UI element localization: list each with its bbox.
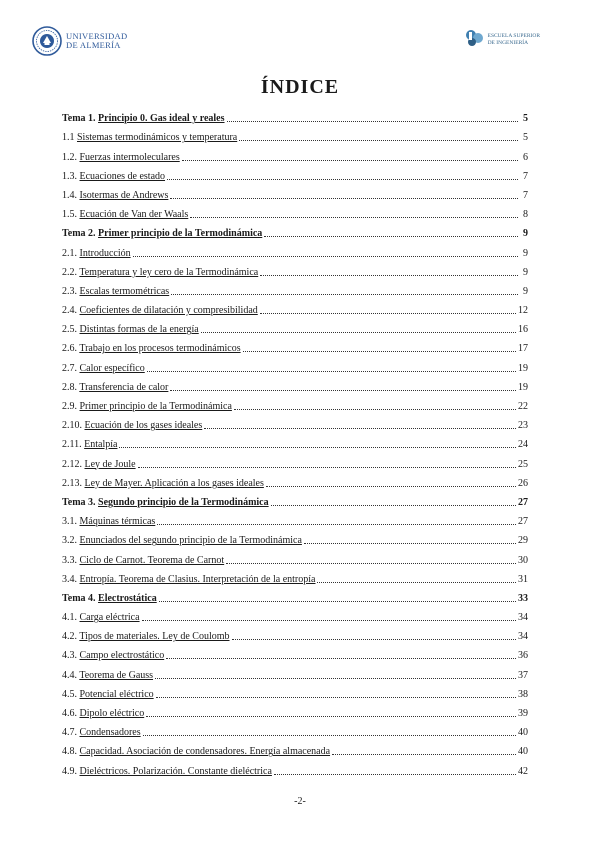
toc-page-number: 40 <box>518 727 528 739</box>
toc-section-entry[interactable] <box>62 451 528 470</box>
toc-entry-title: Trabajo en los procesos termodinámicos <box>79 343 241 355</box>
toc-section-entry[interactable] <box>62 144 528 163</box>
toc-entry-title: Coeficientes de dilatación y compresibilidad <box>79 305 258 317</box>
toc-page-number: 5 <box>523 113 528 125</box>
toc-dot-leader <box>147 371 516 372</box>
toc-entry-number: 1.4. <box>62 189 77 201</box>
toc-dot-leader <box>226 563 516 564</box>
toc-entry-label <box>62 401 232 413</box>
toc-entry-title: Transferencia de calor <box>79 381 169 393</box>
toc-section-entry[interactable] <box>62 682 528 701</box>
toc-dot-leader <box>201 332 516 333</box>
toc-entry-title: Entropía. Teorema de Clasius. Interpretación de la entropía <box>79 573 316 585</box>
university-logo <box>32 26 127 56</box>
toc-entry-number: 3.4. <box>62 573 77 585</box>
toc-entry-number: 3.3. <box>62 554 77 566</box>
toc-page-number: 29 <box>518 535 528 547</box>
toc-entry-number: 1.2. <box>62 151 77 163</box>
toc-page-number: 36 <box>518 650 528 662</box>
toc-section-entry[interactable] <box>62 260 528 279</box>
toc-entry-number: 2.12. <box>62 458 82 470</box>
toc-chapter-entry[interactable] <box>62 106 528 125</box>
toc-entry-number: 1.3. <box>62 170 77 182</box>
toc-entry-number: 2.8. <box>62 381 77 393</box>
toc-section-entry[interactable] <box>62 509 528 528</box>
toc-page-number: 9 <box>523 228 528 240</box>
toc-entry-title: Enunciados del segundo principio de la Termodinámica <box>79 535 302 547</box>
toc-entry-number: Tema 3. <box>62 496 96 508</box>
toc-page-number: 19 <box>518 362 528 374</box>
toc-entry-label <box>62 708 144 720</box>
toc-entry-label <box>62 497 269 509</box>
toc-section-entry[interactable] <box>62 164 528 183</box>
toc-entry-label <box>62 152 180 164</box>
toc-page-number: 19 <box>518 381 528 393</box>
university-name-line1: UNIVERSIDAD <box>66 31 128 41</box>
toc-page-number: 23 <box>518 420 528 432</box>
toc-entry-title: Dieléctricos. Polarización. Constante dieléctrica <box>79 765 272 777</box>
toc-dot-leader <box>119 447 516 448</box>
toc-entry-number: 2.7. <box>62 362 77 374</box>
toc-entry-title: Temperatura y ley cero de la Termodinámica <box>79 266 259 278</box>
toc-entry-number: 3.1. <box>62 516 77 528</box>
toc-dot-leader <box>264 236 518 237</box>
toc-entry-label <box>62 343 241 355</box>
toc-dot-leader <box>232 639 517 640</box>
toc-entry-title: Fuerzas intermoleculares <box>79 151 180 163</box>
toc-page-number: 5 <box>523 132 528 144</box>
toc-entry-label <box>62 459 136 471</box>
toc-dot-leader <box>260 275 518 276</box>
toc-entry-number: 2.13. <box>62 477 82 489</box>
toc-dot-leader <box>190 217 518 218</box>
toc-entry-title: Ley de Mayer. Aplicación a los gases ideales <box>84 477 264 489</box>
page-title: ÍNDICE <box>260 76 340 98</box>
toc-chapter-entry[interactable] <box>62 221 528 240</box>
toc-entry-label <box>62 363 145 375</box>
toc-page-number: 7 <box>523 189 528 201</box>
toc-entry-label <box>62 248 131 260</box>
toc-entry-label <box>62 305 258 317</box>
toc-entry-label <box>62 382 168 394</box>
toc-dot-leader <box>243 351 516 352</box>
toc-entry-label <box>62 324 199 336</box>
toc-page-number: 22 <box>518 401 528 412</box>
toc-section-entry[interactable] <box>62 701 528 720</box>
toc-section-entry[interactable] <box>62 317 528 336</box>
toc-entry-title: Ecuación de los gases ideales <box>84 420 203 432</box>
toc-entry-label <box>62 746 330 758</box>
toc-entry-number: 4.7. <box>62 727 77 739</box>
school-logo <box>464 28 540 48</box>
toc-dot-leader <box>317 582 516 583</box>
toc-section-entry[interactable] <box>62 298 528 317</box>
toc-page-number: 25 <box>518 458 528 470</box>
school-name-line2: DE INGENIERÍA <box>487 40 529 46</box>
toc-entry-title: Escalas termométricas <box>79 285 170 297</box>
toc-entry-number: 2.11. <box>62 439 82 451</box>
toc-entry-title: Ecuaciones de estado <box>79 170 166 182</box>
toc-dot-leader <box>182 160 518 161</box>
toc-entry-label <box>62 555 224 567</box>
toc-entry-title: Primer principio de la Termodinámica <box>79 401 232 412</box>
toc-section-entry[interactable] <box>62 279 528 298</box>
toc-entry-label <box>62 612 140 624</box>
toc-dot-leader <box>159 601 516 602</box>
toc-entry-number: 4.1. <box>62 612 77 624</box>
toc-dot-leader <box>171 294 518 295</box>
toc-entry-number: 2.5. <box>62 324 77 336</box>
university-name-line2: DE ALMERÍA <box>66 40 121 50</box>
toc-page-number: 27 <box>518 496 528 508</box>
toc-dot-leader <box>234 409 516 410</box>
toc-section-entry[interactable] <box>62 643 528 662</box>
toc-page-number: 12 <box>518 305 528 317</box>
toc-entry-number: Tema 2. <box>62 228 96 240</box>
toc-chapter-entry[interactable] <box>62 490 528 509</box>
toc-entry-label <box>62 650 164 662</box>
toc-dot-leader <box>332 754 516 755</box>
toc-page-number: 7 <box>523 170 528 182</box>
toc-dot-leader <box>304 543 516 544</box>
toc-entry-title: Isotermas de Andrews <box>79 189 169 201</box>
toc-dot-leader <box>260 313 516 314</box>
toc-entry-title: Teorema de Gauss <box>79 669 154 681</box>
toc-entry-title: Potencial eléctrico <box>79 688 154 700</box>
toc-section-entry[interactable] <box>62 432 528 451</box>
toc-dot-leader <box>167 179 518 180</box>
toc-section-entry[interactable] <box>62 662 528 681</box>
toc-page-number: 24 <box>518 439 528 451</box>
toc-dot-leader <box>204 428 516 429</box>
toc-entry-label <box>62 439 117 451</box>
toc-page-number: 40 <box>518 746 528 758</box>
toc-section-entry[interactable] <box>62 125 528 144</box>
toc-entry-label <box>62 267 258 279</box>
toc-dot-leader <box>143 735 516 736</box>
toc-section-entry[interactable] <box>62 336 528 355</box>
toc-section-entry[interactable] <box>62 547 528 566</box>
toc-entry-title: Entalpía <box>84 439 118 451</box>
toc-entry-number: 2.9. <box>62 401 77 412</box>
toc-entry-number: 4.5. <box>62 688 77 700</box>
toc-entry-label <box>62 631 230 643</box>
toc-page-number: 6 <box>523 151 528 163</box>
toc-entry-number: 4.8. <box>62 746 77 758</box>
toc-entry-number: 4.4. <box>62 669 77 681</box>
toc-entry-label <box>62 228 262 240</box>
toc-page-number: 17 <box>518 343 528 355</box>
toc-entry-label <box>62 171 165 183</box>
toc-entry-label <box>62 593 157 605</box>
toc-entry-number: 3.2. <box>62 535 77 547</box>
toc-section-entry[interactable] <box>62 240 528 259</box>
toc-dot-leader <box>138 467 516 468</box>
toc-page-number: 9 <box>523 285 528 297</box>
toc-entry-label <box>62 670 153 682</box>
toc-section-entry[interactable] <box>62 528 528 547</box>
toc-entry-label <box>62 132 237 144</box>
toc-entry-title: Primer principio de la Termodinámica <box>98 228 263 240</box>
toc-page-number: 38 <box>518 688 528 700</box>
toc-page-number: 34 <box>518 631 528 643</box>
toc-dot-leader <box>166 658 516 659</box>
toc-entry-label <box>62 113 225 125</box>
toc-section-entry[interactable] <box>62 471 528 490</box>
toc-dot-leader <box>133 256 518 257</box>
toc-page-number: 9 <box>523 266 528 278</box>
toc-dot-leader <box>227 121 518 122</box>
toc-entry-label <box>62 766 272 778</box>
toc-section-entry[interactable] <box>62 605 528 624</box>
toc-entry-number: 2.4. <box>62 305 77 317</box>
toc-entry-title: Distintas formas de la energía <box>79 324 199 336</box>
toc-dot-leader <box>156 697 516 698</box>
toc-page-number: 39 <box>518 708 528 719</box>
toc-entry-label <box>62 420 202 432</box>
toc-dot-leader <box>157 524 516 525</box>
toc-entry-title: Dipolo eléctrico <box>79 708 145 719</box>
toc-dot-leader <box>271 505 516 506</box>
toc-page-number: 8 <box>523 209 528 221</box>
toc-section-entry[interactable] <box>62 720 528 739</box>
toc-page-number: 9 <box>523 247 528 259</box>
toc-section-entry[interactable] <box>62 758 528 777</box>
toc-dot-leader <box>274 774 516 775</box>
toc-page-number: 16 <box>518 324 528 336</box>
toc-entry-title: Ecuación de Van der Waals <box>79 209 189 221</box>
toc-entry-label <box>62 478 264 490</box>
toc-page-number: 30 <box>518 554 528 566</box>
toc-entry-title: Carga eléctrica <box>79 612 140 624</box>
university-seal-icon <box>32 26 62 56</box>
toc-entry-label <box>62 727 141 739</box>
toc-page-number: 26 <box>518 477 528 489</box>
toc-entry-number: 2.1. <box>62 247 77 259</box>
toc-entry-number: 2.6. <box>62 343 77 355</box>
toc-entry-title: Capacidad. Asociación de condensadores. Energía almacenada <box>79 746 331 758</box>
toc-page-number: 37 <box>518 669 528 681</box>
toc-entry-title: Campo electrostático <box>79 650 165 662</box>
school-name-line1: ESCUELA SUPERIOR <box>487 33 540 39</box>
toc-entry-number: 4.3. <box>62 650 77 662</box>
toc-entry-number: 2.2. <box>62 266 77 278</box>
toc-entry-number: 4.2. <box>62 631 77 643</box>
toc-page-number: 42 <box>518 765 528 777</box>
toc-entry-label <box>62 574 315 586</box>
toc-entry-title: Condensadores <box>79 727 141 739</box>
toc-entry-number: Tema 1. <box>62 113 96 125</box>
page-header <box>32 22 540 66</box>
toc-entry-label <box>62 190 168 202</box>
toc-dot-leader <box>155 678 516 679</box>
toc-section-entry[interactable] <box>62 183 528 202</box>
toc-entry-number: 1.5. <box>62 209 77 221</box>
toc-entry-title: Tipos de materiales. Ley de Coulomb <box>79 631 230 643</box>
toc-dot-leader <box>266 486 516 487</box>
toc-dot-leader <box>146 716 516 717</box>
toc-section-entry[interactable] <box>62 202 528 221</box>
toc-entry-label <box>62 286 169 298</box>
toc-dot-leader <box>170 390 516 391</box>
toc-section-entry[interactable] <box>62 739 528 758</box>
toc-entry-title: Máquinas térmicas <box>79 516 156 528</box>
toc-section-entry[interactable] <box>62 624 528 643</box>
toc-entry-title: Segundo principio de la Termodinámica <box>98 496 269 508</box>
toc-entry-title: Sistemas termodinámicos y temperatura <box>77 132 238 144</box>
toc-entry-title: Ciclo de Carnot. Teorema de Carnot <box>79 554 225 566</box>
toc-entry-title: Ley de Joule <box>84 458 136 470</box>
toc-section-entry[interactable] <box>62 567 528 586</box>
toc-section-entry[interactable] <box>62 413 528 432</box>
page-number: -2- <box>294 796 306 807</box>
school-emblem-icon <box>464 28 486 48</box>
toc-entry-label <box>62 516 155 528</box>
toc-page-number: 27 <box>518 516 528 528</box>
toc-entry-title: Calor específico <box>79 362 145 374</box>
toc-entry-title: Electrostática <box>98 592 157 604</box>
toc-entry-number: 1.1 <box>62 132 75 144</box>
toc-entry-title: Introducción <box>79 247 131 259</box>
toc-section-entry[interactable] <box>62 394 528 413</box>
toc-entry-label <box>62 689 154 701</box>
toc-page-number: 34 <box>518 612 528 624</box>
toc-dot-leader <box>142 620 516 621</box>
toc-entry-label <box>62 209 188 221</box>
toc-entry-number: Tema 4. <box>62 592 96 604</box>
toc-page-number: 33 <box>518 592 528 604</box>
toc-entry-number: 2.10. <box>62 420 82 432</box>
toc-section-entry[interactable] <box>62 375 528 394</box>
toc-entry-number: 2.3. <box>62 285 77 297</box>
table-of-contents <box>62 106 528 778</box>
toc-entry-title: Principio 0. Gas ideal y reales <box>98 113 225 125</box>
toc-page-number: 31 <box>518 573 528 585</box>
toc-entry-number: 4.9. <box>62 765 77 777</box>
toc-section-entry[interactable] <box>62 355 528 374</box>
toc-entry-number: 4.6. <box>62 708 77 719</box>
toc-dot-leader <box>239 140 518 141</box>
toc-chapter-entry[interactable] <box>62 586 528 605</box>
toc-dot-leader <box>170 198 518 199</box>
toc-entry-label <box>62 535 302 547</box>
